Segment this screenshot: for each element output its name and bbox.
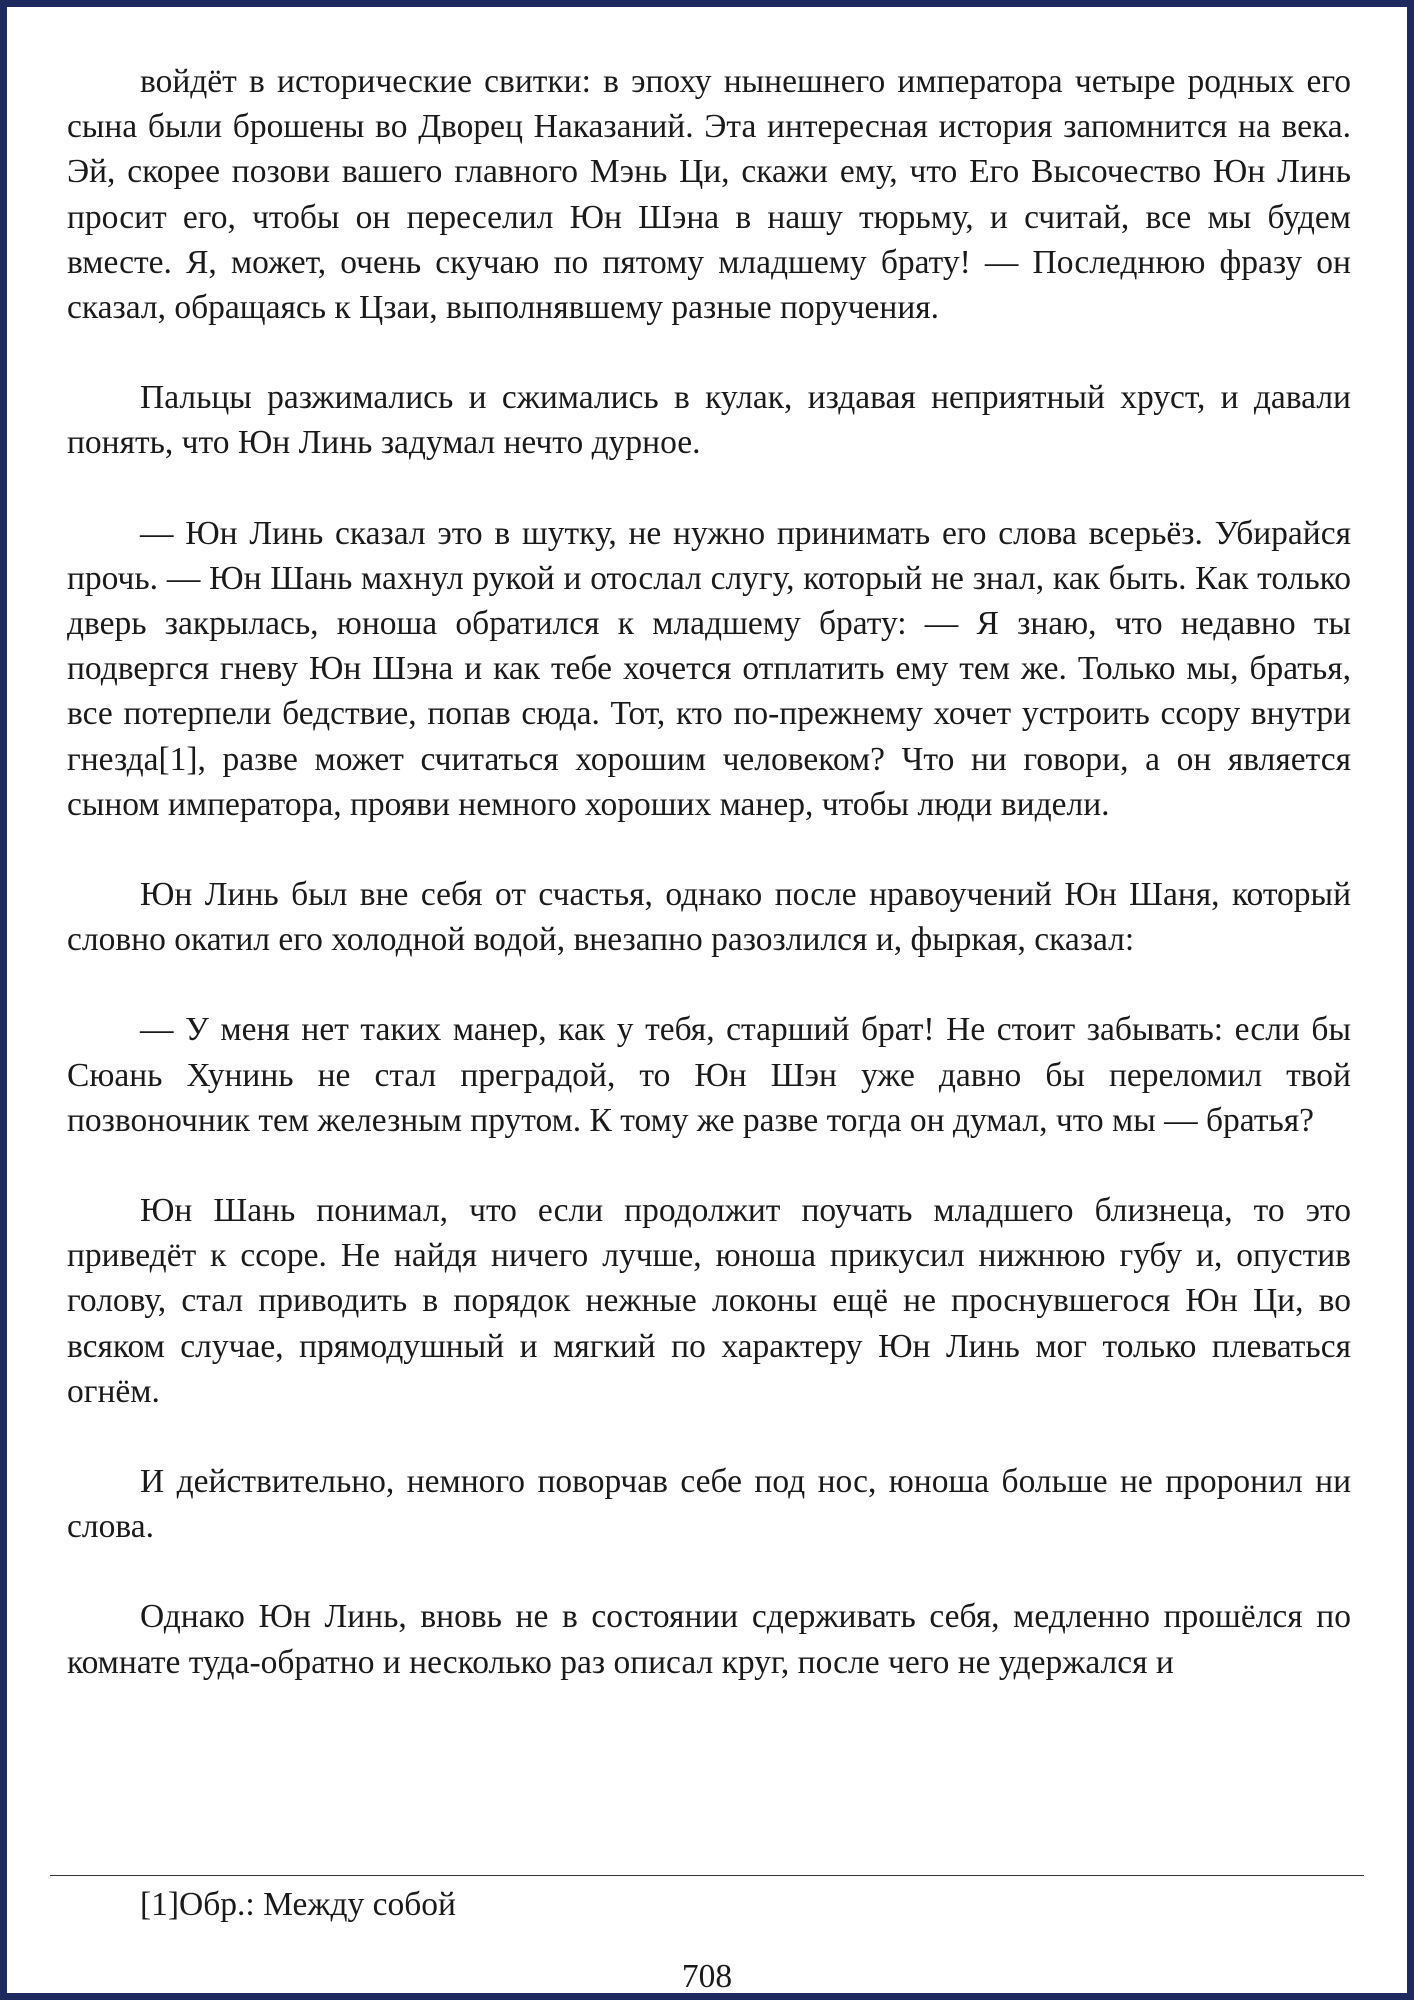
paragraph-5: — У меня нет таких манер, как у тебя, старший брат! Не стоит забывать: если бы Сюань Хунинь не стал преградой, то Юн Шэн уже давно бы переломил твой позвоночник тем железным прутом. К тому же разве тогда он думал, что мы — братья? bbox=[67, 1011, 1351, 1139]
paragraph-4: Юн Линь был вне себя от счастья, однако после нравоучений Юн Шаня, который словно окатил его холодной водой, внезапно разозлился и, фыркая, сказал: bbox=[67, 876, 1351, 959]
paragraph-8: Однако Юн Линь, вновь не в состоянии сдерживать себя, медленно прошёлся по комнате туда-обратно и несколько раз описал круг, после чего не удержался и bbox=[67, 1598, 1351, 1681]
paragraph-7: И действительно, немного поворчав себе под нос, юноша больше не проронил ни слова. bbox=[67, 1463, 1351, 1546]
paragraph-3: — Юн Линь сказал это в шутку, не нужно принимать его слова всерьёз. Убирайся прочь. — Юн Шань махнул рукой и отослал слугу, который не знал, как быть. Как только дверь закрылась, юноша обратился к младшему брату: — Я знаю, что недавно ты подвергся гневу Юн Шэна и как тебе хочется отплатить ему тем же. Только мы, братья, все потерпели бедствие, попав сюда. Тот, кто по-прежнему хочет устроить ссору внутри гнезда[1], разве может считаться хорошим человеком? Что ни говори, а он является сыном императора, прояви немного хороших манер, чтобы люди видели. bbox=[67, 514, 1351, 823]
footnote: [1]Обр.: Между собой bbox=[140, 1886, 456, 1923]
page-body bbox=[67, 59, 1351, 1730]
paragraph-2: Пальцы разжимались и сжимались в кулак, издавая неприятный хруст, и давали понять, что Юн Линь задумал нечто дурное. bbox=[67, 379, 1351, 462]
paragraph-1: войдёт в исторические свитки: в эпоху нынешнего императора четыре родных его сына были брошены во Дворец Наказаний. Эта интересная история запомнится на века. Эй, скорее позови вашего главного Мэнь Ци, скажи ему, что Его Высочество Юн Линь просит его, чтобы он переселил Юн Шэна в нашу тюрьму, и считай, все мы будем вместе. Я, может, очень скучаю по пятому младшему брату! — Последнюю фразу он сказал, обращаясь к Цзаи, выполнявшему разные поручения. bbox=[67, 63, 1351, 327]
footnote-divider bbox=[50, 1875, 1364, 1876]
page-number: 708 bbox=[681, 1958, 733, 1995]
paragraph-6: Юн Шань понимал, что если продолжит поучать младшего близнеца, то это приведёт к ссоре. Не найдя ничего лучше, юноша прикусил нижнюю губу и, опустив голову, стал приводить в порядок нежные локоны ещё не проснувшегося Юн Ци, во всяком случае, прямодушный и мягкий по характеру Юн Линь мог только плеваться огнём. bbox=[67, 1192, 1351, 1410]
